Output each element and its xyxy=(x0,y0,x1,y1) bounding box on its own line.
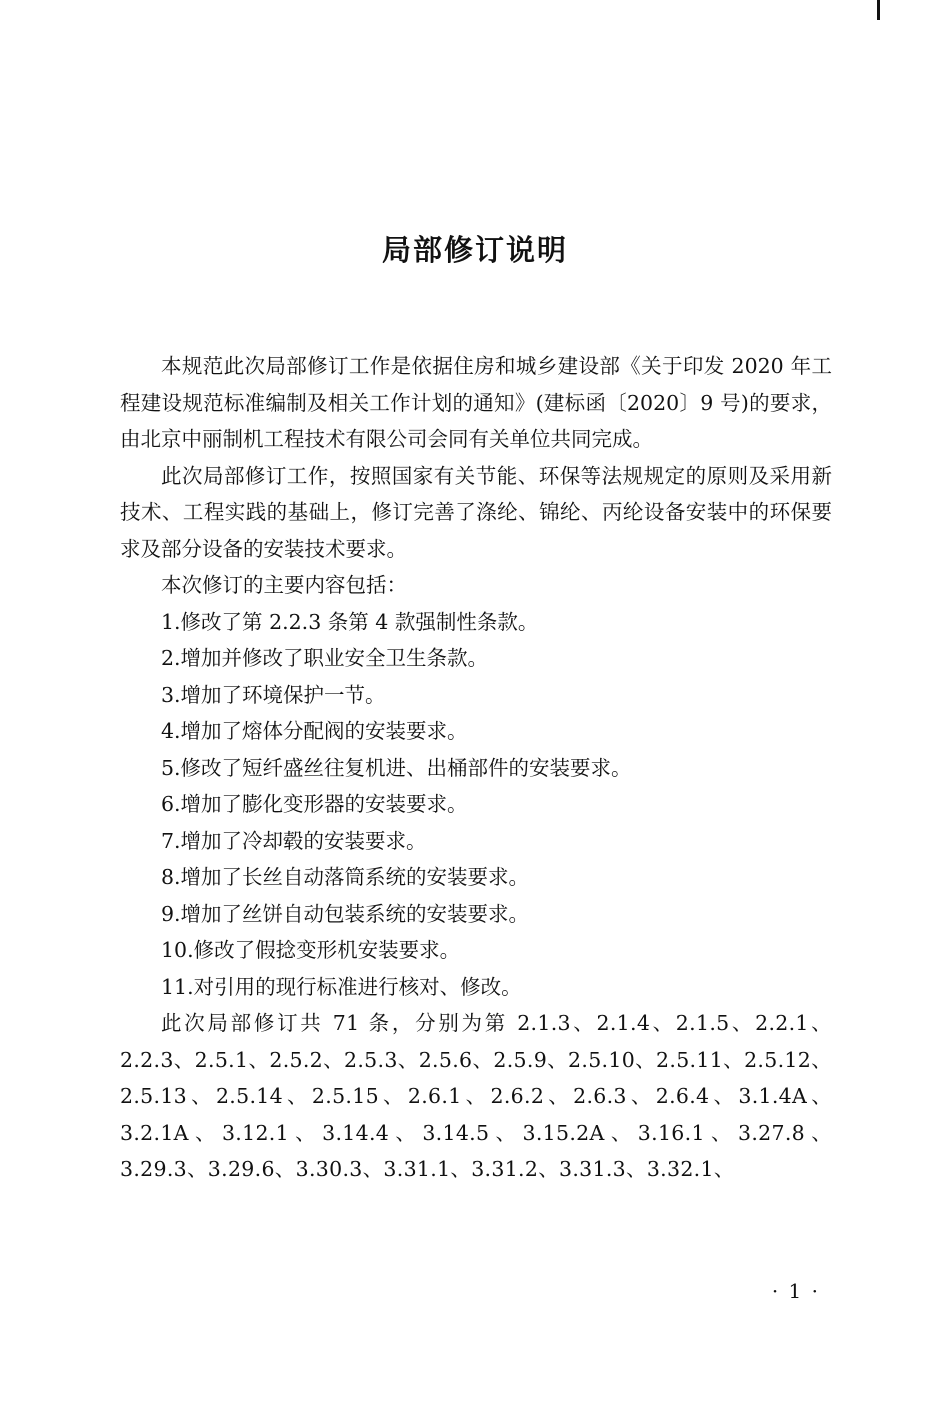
list-item: 1.修改了第 2.2.3 条第 4 款强制性条款。 xyxy=(161,609,539,634)
page-title: 局部修订说明 xyxy=(381,233,568,267)
corner-crop-mark xyxy=(877,0,880,20)
paragraph-basis: 本规范此次局部修订工作是依据住房和城乡建设部《关于印发 2020 年工程建设规范标准编制及相关工作计划的通知》(建标函〔2020〕9 号)的要求，由北京中丽制机工程技术有限公司会同有关单位共同完成。 xyxy=(120,354,832,451)
list-item: 5.修改了短纤盛丝往复机进、出桶部件的安装要求。 xyxy=(161,755,632,780)
paragraph-scope: 此次局部修订工作，按照国家有关节能、环保等法规规定的原则及采用新技术、工程实践的基础上，修订完善了涤纶、锦纶、丙纶设备安装中的环保要求及部分设备的安装技术要求。 xyxy=(120,463,832,561)
list-item: 2.增加并修改了职业安全卫生条款。 xyxy=(161,646,489,670)
list-item: 9.增加了丝饼自动包装系统的安装要求。 xyxy=(161,901,530,926)
list-item: 10.修改了假捻变形机安装要求。 xyxy=(161,938,461,962)
list-item: 11.对引用的现行标准进行核对、修改。 xyxy=(161,974,522,999)
paragraph-main-contents: 本次修订的主要内容包括： xyxy=(161,573,407,597)
list-item: 7.增加了冷却毂的安装要求。 xyxy=(161,828,427,853)
list-item: 8.增加了长丝自动落筒系统的安装要求。 xyxy=(161,865,530,889)
paragraph-revised-clauses: 此次局部修订共 71 条，分别为第 2.1.3、2.1.4、2.1.5、2.2.1、2.2.3、2.5.1、2.5.2、2.5.3、2.5.6、2.5.9、2.5.10、2.5.11、2.5.12、2.5.13、2.5.14、2.5.15、2.6.1、2.6.2、2.6.3、2.6.4、3.1.4A、3.2.1A、3.12.1、3.14.4、3.14.5、3.15.2A、3.16.1、3.27.8、3.29.3、3.29.6、3.30.3、3.31.1、3.31.2、3.31.3、3.32.1、 xyxy=(120,1011,832,1181)
page-number: · 1 · xyxy=(771,1279,820,1303)
list-item: 3.增加了环境保护一节。 xyxy=(161,682,386,707)
list-item: 6.增加了膨化变形器的安装要求。 xyxy=(161,792,468,816)
list-item: 4.增加了熔体分配阀的安装要求。 xyxy=(161,719,468,743)
document-body xyxy=(120,348,832,1188)
